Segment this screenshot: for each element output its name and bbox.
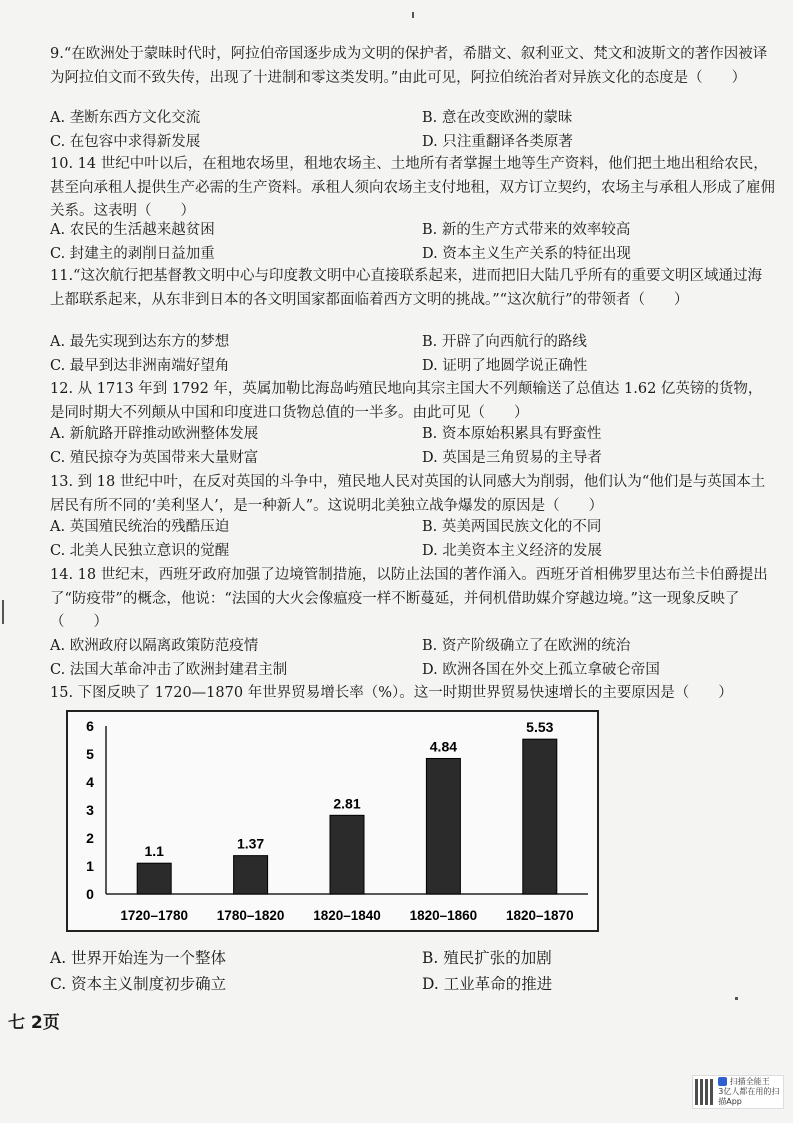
option-c: C. 在包容中求得新发展 — [50, 133, 201, 150]
bar-value-label: 1.37 — [236, 835, 265, 852]
option-d: D. 资本主义生产关系的特征出现 — [422, 245, 631, 262]
bar — [330, 815, 364, 894]
option-b: B. 资产阶级确立了在欧洲的统治 — [422, 638, 631, 654]
page-number: 七 2页 — [8, 1013, 60, 1033]
option-a: A. 欧洲政府以隔离政策防范疫情 — [50, 638, 259, 654]
question-14-options — [50, 635, 750, 682]
option-b: B. 殖民扩张的加剧 — [422, 949, 552, 967]
option-b: B. 开辟了向西航行的路线 — [422, 334, 587, 350]
option-a: A. 农民的生活越来越贫困 — [50, 222, 215, 238]
x-category-label: 1820–1860 — [409, 908, 478, 923]
x-category-label: 1780–1820 — [216, 908, 285, 923]
bar-value-label: 2.81 — [333, 795, 361, 812]
option-a: A. 垄断东西方文化交流 — [50, 110, 201, 126]
question-10-stem: 10. 14 世纪中叶以后，在租地农场里，租地农场主、土地所有者掌握土地等生产资料，他们把土地出租给农民，甚至向承租人提供生产必需的生产资料。承租人须向农场主支付地租，双方订立契约，农场主与承租人形成了雇佣关系。这表明（ ） — [50, 156, 775, 219]
question-13-options — [50, 516, 750, 563]
x-category-label: 1820–1840 — [313, 908, 381, 923]
option-c: C. 法国大革命冲击了欧洲封建君主制 — [50, 661, 288, 678]
scanner-subtitle: 3亿人都在用的扫描App — [718, 1087, 780, 1106]
question-11-stem: 11.“这次航行把基督教文明中心与印度教文明中心直接联系起来，进而把旧大陆几乎所有的重要文明区域通过海上都联系起来，从东非到日本的各文明国家都面临着西方文明的挑战。”“这次航行”的带领者（ ） — [50, 268, 762, 308]
bar-value-label: 4.84 — [429, 738, 458, 755]
option-d: D. 工业革命的推进 — [422, 975, 553, 993]
question-9-stem: 9.“在欧洲处于蒙昧时代时，阿拉伯帝国逐步成为文明的保护者，希腊文、叙利亚文、梵文和波斯文的著作因被译为阿拉伯文而不致失传，出现了十进制和零这类发明。”由此可见，阿拉伯统治者对异族文化的态度是（ ） — [50, 46, 768, 86]
question-11-options — [50, 331, 750, 378]
bar — [426, 758, 460, 894]
y-tick-label: 6 — [86, 718, 94, 734]
option-c: C. 资本主义制度初步确立 — [50, 975, 227, 993]
option-d: D. 欧洲各国在外交上孤立拿破仑帝国 — [422, 661, 660, 678]
bar-value-label: 1.1 — [144, 843, 164, 860]
question-9-options — [50, 107, 750, 154]
question-12-options — [50, 423, 750, 470]
option-d: D. 证明了地圆学说正确性 — [422, 357, 588, 374]
question-10-options — [50, 219, 750, 266]
option-c: C. 封建主的剥削日益加重 — [50, 245, 215, 262]
option-d: D. 只注重翻译各类原著 — [422, 133, 573, 150]
option-c: C. 北美人民独立意识的觉醒 — [50, 542, 230, 559]
option-c: C. 殖民掠夺为英国带来大量财富 — [50, 449, 259, 466]
question-13-stem: 13. 到 18 世纪中叶，在反对英国的斗争中，殖民地人民对英国的认同感大为削弱，他们认为“他们是与英国本土居民有所不同的‘美利坚人’，是一种新人”。这说明北美独立战争爆发的原因是（ ） — [50, 474, 766, 514]
option-c: C. 最早到达非洲南端好望角 — [50, 357, 230, 374]
scanner-logo-icon — [718, 1077, 727, 1086]
trade-growth-chart — [66, 710, 599, 932]
x-category-label: 1820–1870 — [506, 908, 574, 923]
option-b: B. 新的生产方式带来的效率较高 — [422, 222, 631, 238]
y-tick-label: 3 — [86, 802, 94, 818]
y-tick-label: 4 — [86, 774, 94, 790]
option-b: B. 意在改变欧洲的蒙昧 — [422, 110, 573, 126]
bar — [523, 739, 557, 894]
y-tick-label: 0 — [86, 886, 94, 902]
option-b: B. 英美两国民族文化的不同 — [422, 519, 602, 535]
question-12-stem: 12. 从 1713 年到 1792 年，英属加勒比海岛屿殖民地向其宗主国大不列颠输送了总值达 1.62 亿英镑的货物，是同时期大不列颠从中国和印度进口货物总值的一半多。由此可见（ ） — [50, 381, 763, 421]
option-a: A. 英国殖民统治的残酷压迫 — [50, 519, 230, 535]
scanner-watermark — [692, 1075, 784, 1109]
option-a: A. 最先实现到达东方的梦想 — [50, 334, 230, 350]
bar-chart-svg — [68, 712, 597, 930]
bar-value-label: 5.53 — [526, 719, 554, 736]
scan-speck — [2, 600, 4, 624]
y-tick-label: 2 — [86, 830, 94, 846]
option-a: A. 世界开始连为一个整体 — [50, 949, 227, 967]
bar — [137, 863, 171, 894]
option-d: D. 北美资本主义经济的发展 — [422, 542, 602, 559]
question-15-stem: 15. 下图反映了 1720—1870 年世界贸易增长率（%）。这一时期世界贸易快速增长的主要原因是（ ） — [50, 685, 733, 701]
scan-speck — [735, 997, 738, 1000]
bar — [234, 856, 268, 894]
y-tick-label: 5 — [86, 746, 94, 762]
option-a: A. 新航路开辟推动欧洲整体发展 — [50, 426, 259, 442]
question-15-options — [50, 945, 750, 997]
y-tick-label: 1 — [86, 858, 94, 874]
qr-code-icon — [695, 1079, 714, 1105]
scan-speck — [412, 12, 414, 18]
scanner-title: 扫描全能王 — [729, 1077, 770, 1086]
x-category-label: 1720–1780 — [120, 908, 188, 923]
question-14-stem: 14. 18 世纪末，西班牙政府加强了边境管制措施，以防止法国的著作涌入。西班牙首相佛罗里达布兰卡伯爵提出了“防疫带”的概念，他说：“法国的大火会像瘟疫一样不断蔓延，并伺机借助媒介穿越边境。”这一现象反映了（ ） — [50, 567, 768, 630]
option-d: D. 英国是三角贸易的主导者 — [422, 449, 602, 466]
option-b: B. 资本原始积累具有野蛮性 — [422, 426, 602, 442]
